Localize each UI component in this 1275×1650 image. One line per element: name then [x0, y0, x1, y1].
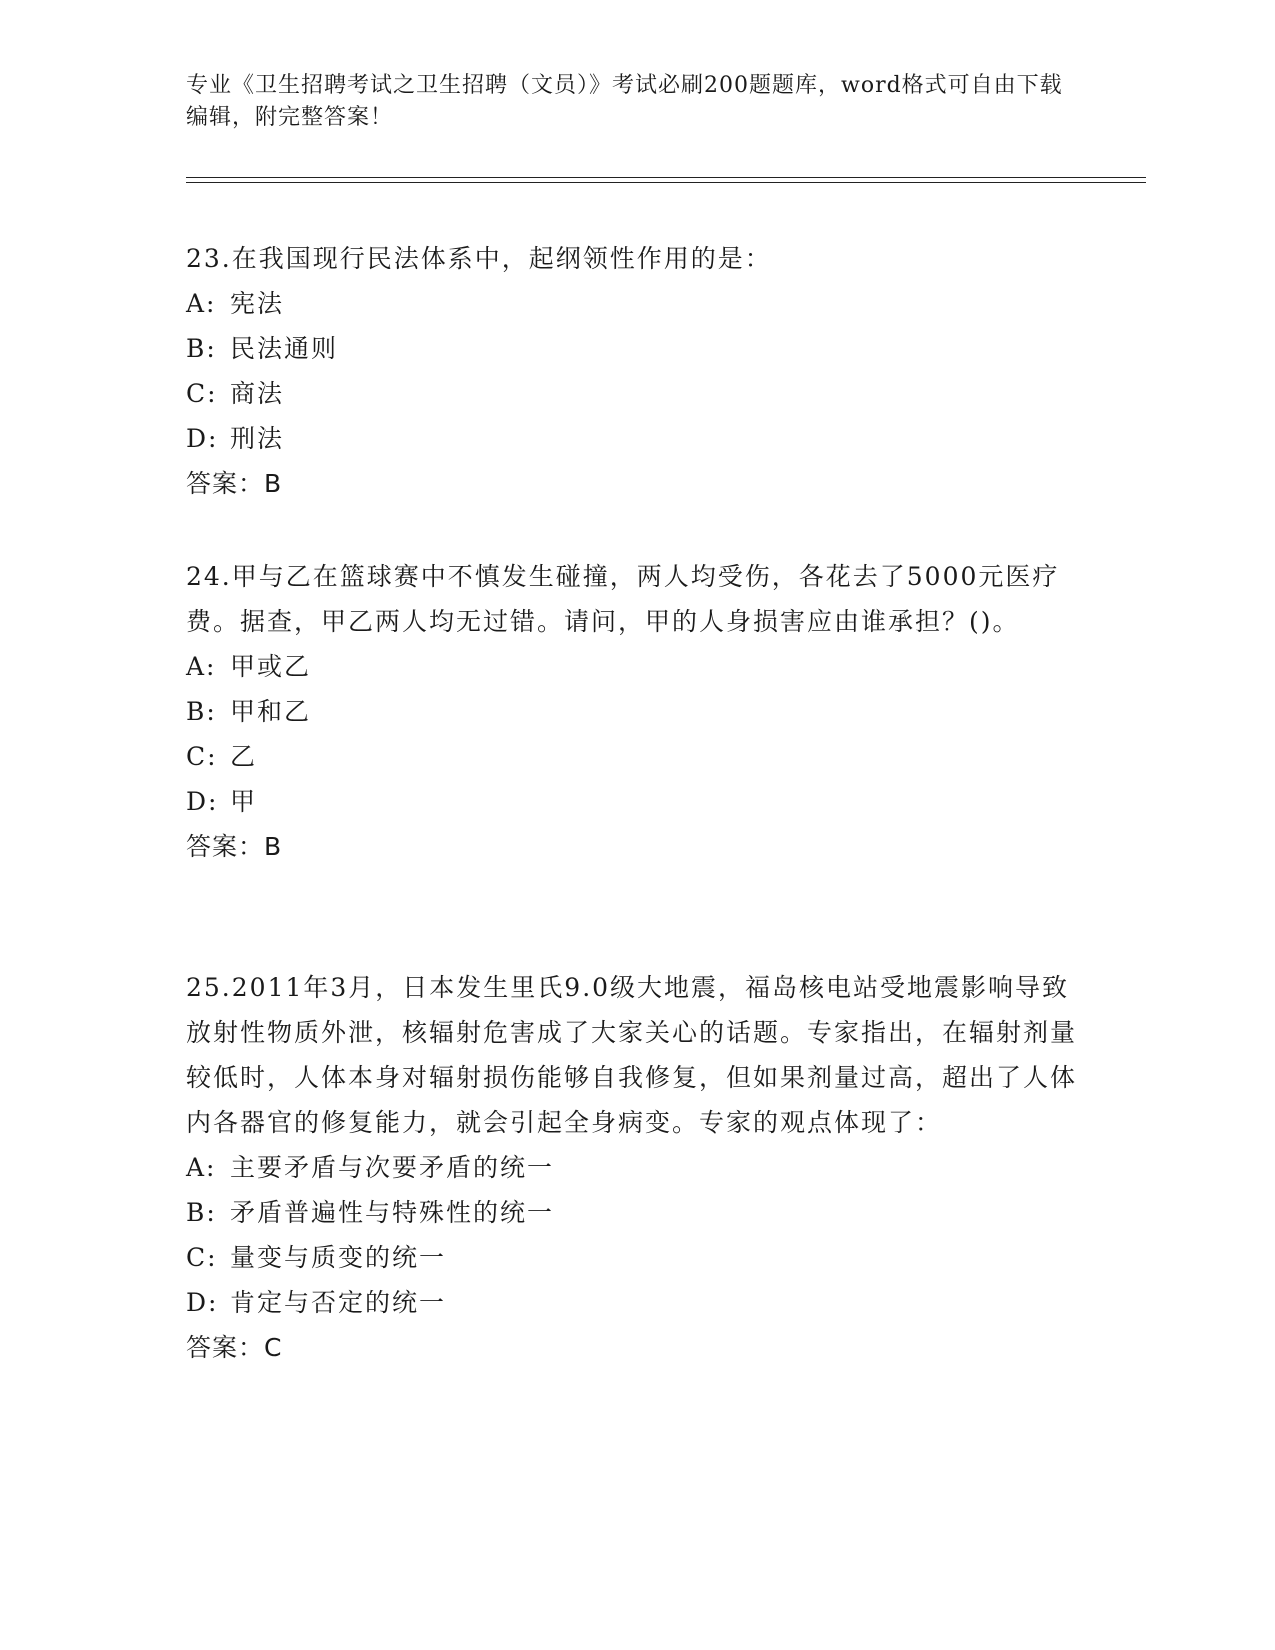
option-b: [186, 326, 1086, 371]
option-letter: B:: [186, 697, 217, 726]
answer-line: 答案：B: [186, 469, 283, 498]
option-text: 量变与质变的统一: [230, 1243, 447, 1272]
option-letter: A:: [186, 1153, 217, 1182]
option-letter: D:: [186, 1288, 219, 1317]
option-text: 乙: [230, 742, 258, 771]
question-stem: 23.在我国现行民法体系中，起纲领性作用的是：: [186, 244, 772, 273]
option-a: [186, 644, 1086, 689]
answer-line: 答案：C: [186, 1333, 283, 1362]
option-d: [186, 779, 1086, 824]
option-c: [186, 1235, 1086, 1280]
option-text: 宪法: [230, 289, 285, 318]
option-c: [186, 371, 1086, 416]
option-letter: A:: [186, 289, 217, 318]
option-b: [186, 1190, 1086, 1235]
option-text: 矛盾普遍性与特殊性的统一: [230, 1198, 555, 1227]
option-letter: D:: [186, 787, 219, 816]
option-text: 肯定与否定的统一: [230, 1288, 447, 1317]
option-text: 刑法: [230, 424, 285, 453]
option-text: 商法: [230, 379, 285, 408]
question-25: [186, 965, 1086, 1370]
document-header: 专业《卫生招聘考试之卫生招聘（文员）》考试必刷200题题库，word格式可自由下载编辑，附完整答案！: [186, 73, 1063, 130]
option-text: 甲或乙: [230, 652, 312, 681]
question-24: [186, 554, 1086, 869]
option-letter: C:: [186, 1243, 218, 1272]
answer-line: 答案：B: [186, 832, 283, 861]
question-stem: 24.甲与乙在篮球赛中不慎发生碰撞，两人均受伤，各花去了5000元医疗费。据查，甲乙两人均无过错。请问，甲的人身损害应由谁承担？()。: [186, 562, 1060, 636]
option-text: 甲: [230, 787, 258, 816]
question-23: [186, 236, 1086, 506]
option-text: 主要矛盾与次要矛盾的统一: [230, 1153, 555, 1182]
option-text: 民法通则: [230, 334, 339, 363]
option-letter: B:: [186, 1198, 217, 1227]
option-letter: D:: [186, 424, 219, 453]
option-c: [186, 734, 1086, 779]
option-b: [186, 689, 1086, 734]
header-divider-top: [186, 177, 1146, 178]
option-letter: B:: [186, 334, 217, 363]
option-text: 甲和乙: [230, 697, 312, 726]
option-a: [186, 281, 1086, 326]
option-letter: C:: [186, 742, 218, 771]
question-stem: 25.2011年3月，日本发生里氏9.0级大地震，福岛核电站受地震影响导致放射性物质外泄，核辐射危害成了大家关心的话题。专家指出，在辐射剂量较低时，人体本身对辐射损伤能够自我修复，但如果剂量过高，超出了人体内各器官的修复能力，就会引起全身病变。专家的观点体现了：: [186, 973, 1078, 1137]
option-letter: C:: [186, 379, 218, 408]
option-d: [186, 1280, 1086, 1325]
option-d: [186, 416, 1086, 461]
option-letter: A:: [186, 652, 217, 681]
option-a: [186, 1145, 1086, 1190]
header-divider-bottom: [186, 182, 1146, 183]
